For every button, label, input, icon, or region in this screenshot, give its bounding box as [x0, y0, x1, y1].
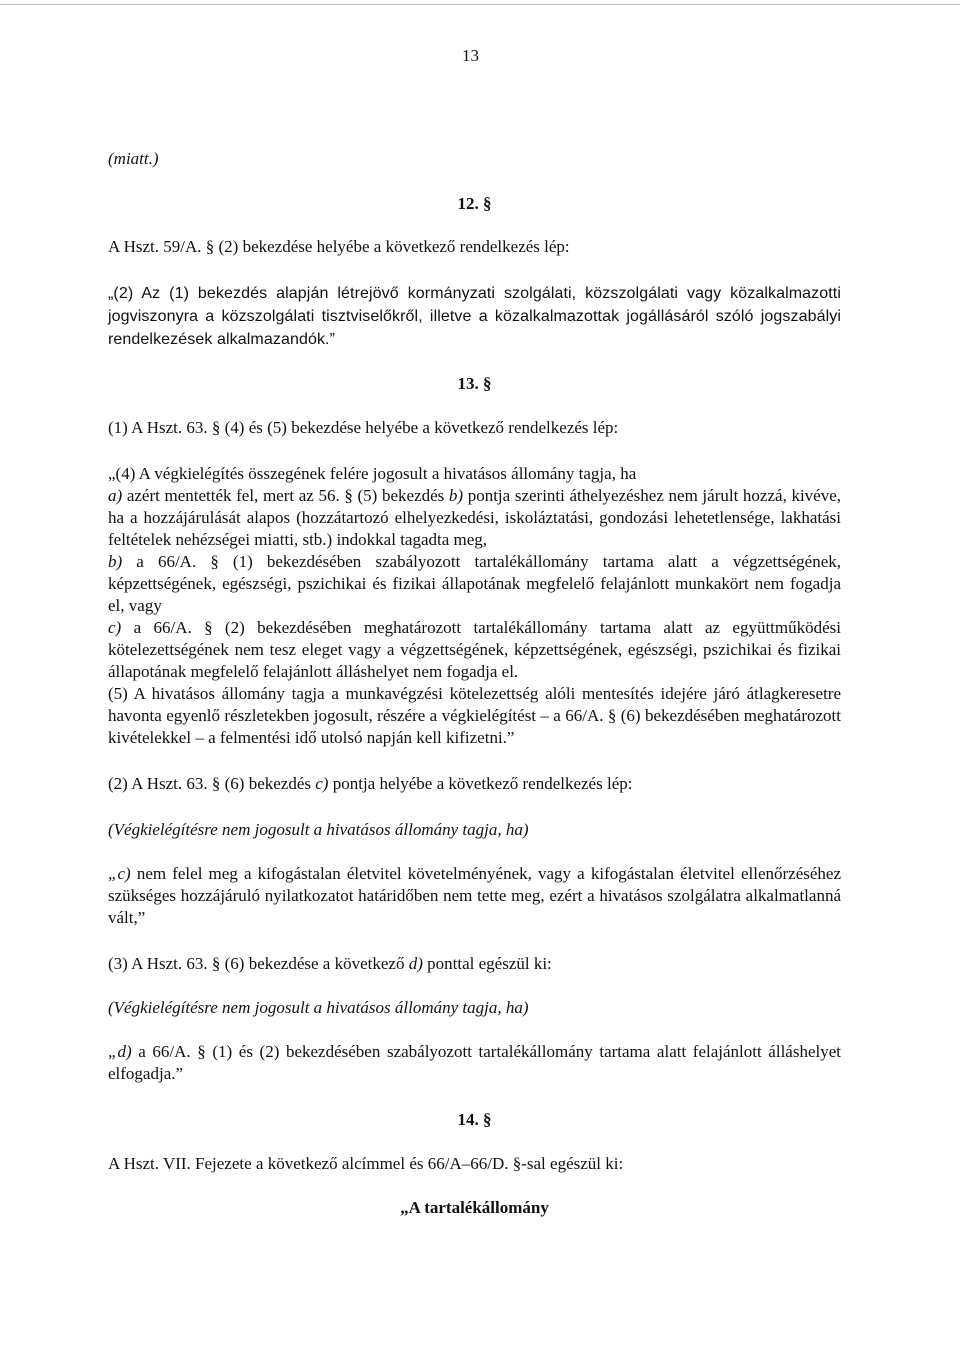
p5-text: (5) A hivatásos állomány tagja a munkavégzési kötelezettség alóli mentesítés idejére járó átlagkeresetre havonta egyenlő részletekben jogosult, részére a végkielégítést – a 66/A. § (6) bekezdésében meghatározott kivételekkel – a felmentési idő utolsó napján kell kifizetni.”	[108, 684, 841, 747]
p4-c-text: a 66/A. § (2) bekezdésében meghatározott tartalékállomány tartama alatt az együttműködési kötelezettségének nem tesz eleget vagy a végzettségének, képzettségének, egészségi, pszichikai és fizikai állapotának megfelelő felajánlott álláshelyet nem fogadja el.	[108, 618, 842, 681]
p9-d-ref: d)	[408, 954, 423, 973]
p8-text: nem felel meg a kifogástalan életvitel követelményének, vagy a kifogástalan életvitel ellenőrzéséhez szükséges hozzájáruló nyilatkozatot határidőben nem tette meg, ezért a hivatásos szolgálatra alkalmatlanná vált,”	[108, 864, 842, 927]
p4-b-text: a 66/A. § (1) bekezdésében szabályozott tartalékállomány tartama alatt a végzettségének, képzettségének, egészségi, pszichikai és fizikai állapotának megfelelő felajánlott munkakört nem fogadja el, vagy	[108, 552, 842, 615]
p4-a-rest: pontja szerinti áthelyezéshez nem járult hozzá, kivéve, ha a hozzájárulását alapos (hozzátartozó elhelyezkedési, iskoláztatási, gondozási lehetetlensége, lakhatási feltételek nehézségei miatti, stb.) indokkal tagadta meg,	[108, 486, 842, 549]
scan-top-edge	[0, 4, 960, 5]
section-14-heading: 14. §	[457, 1110, 492, 1129]
p4-b-label: b)	[108, 552, 123, 571]
p4-c-label: c)	[108, 618, 122, 637]
section-13-heading: 13. §	[457, 374, 492, 393]
p4-intro: „(4) A végkielégítés összegének felére jogosult a hivatásos állomány tagja, ha	[108, 464, 637, 483]
p9-post: ponttal egészül ki:	[427, 954, 552, 973]
page-number: 13	[462, 46, 479, 65]
p4-a-label: a)	[108, 486, 123, 505]
paragraph-63-6c	[108, 773, 841, 795]
p8-label: „c)	[108, 864, 131, 883]
paragraph-63-intro: (1) A Hszt. 63. § (4) és (5) bekezdése helyébe a következő rendelkezés lép:	[108, 418, 619, 437]
p6-pre: (2) A Hszt. 63. § (6) bekezdés	[108, 774, 312, 793]
paragraph-63-4	[108, 463, 841, 749]
section-12-heading: 12. §	[457, 194, 492, 213]
paragraph-vii: A Hszt. VII. Fejezete a következő alcímmel és 66/A–66/D. §-sal egészül ki:	[108, 1154, 624, 1173]
context-note-2: (Végkielégítésre nem jogosult a hivatásos állomány tagja, ha)	[108, 998, 529, 1017]
p4-a-b-ref: b)	[448, 486, 464, 505]
p4-item-b	[108, 551, 841, 617]
paragraph-63-6d	[108, 953, 841, 975]
p11-text: a 66/A. § (1) és (2) bekezdésében szabályozott tartalékállomány tartama alatt felajánlott álláshelyet elfogadja.”	[108, 1042, 842, 1083]
context-note-1: (Végkielégítésre nem jogosult a hivatásos állomány tagja, ha)	[108, 820, 529, 839]
paragraph-d-text	[108, 1041, 841, 1085]
miatt-caption: (miatt.)	[108, 149, 159, 168]
p4-item-a	[108, 485, 841, 551]
subtitle-tartalekallomany: „A tartalékállomány	[400, 1198, 549, 1217]
p4-a-text: azért mentették fel, mert az 56. § (5) bekezdés	[126, 486, 445, 505]
p6-post: pontja helyébe a következő rendelkezés lép:	[332, 774, 633, 793]
p9-pre: (3) A Hszt. 63. § (6) bekezdése a következő	[108, 954, 405, 973]
p4-item-c	[108, 617, 841, 683]
p6-c-ref: c)	[315, 774, 329, 793]
paragraph-59a: A Hszt. 59/A. § (2) bekezdése helyébe a következő rendelkezés lép:	[108, 237, 570, 256]
paragraph-c-text	[108, 863, 841, 929]
p11-label: „d)	[108, 1042, 132, 1061]
paragraph-59a-text: „(2) Az (1) bekezdés alapján létrejövő kormányzati szolgálati, közszolgálati vagy közalkalmazotti jogviszonyra a közszolgálati tisztviselőkről, illetve a közalkalmazottak jogállásáról szóló jogszabályi rendelkezések alkalmazandók.”	[108, 285, 841, 348]
